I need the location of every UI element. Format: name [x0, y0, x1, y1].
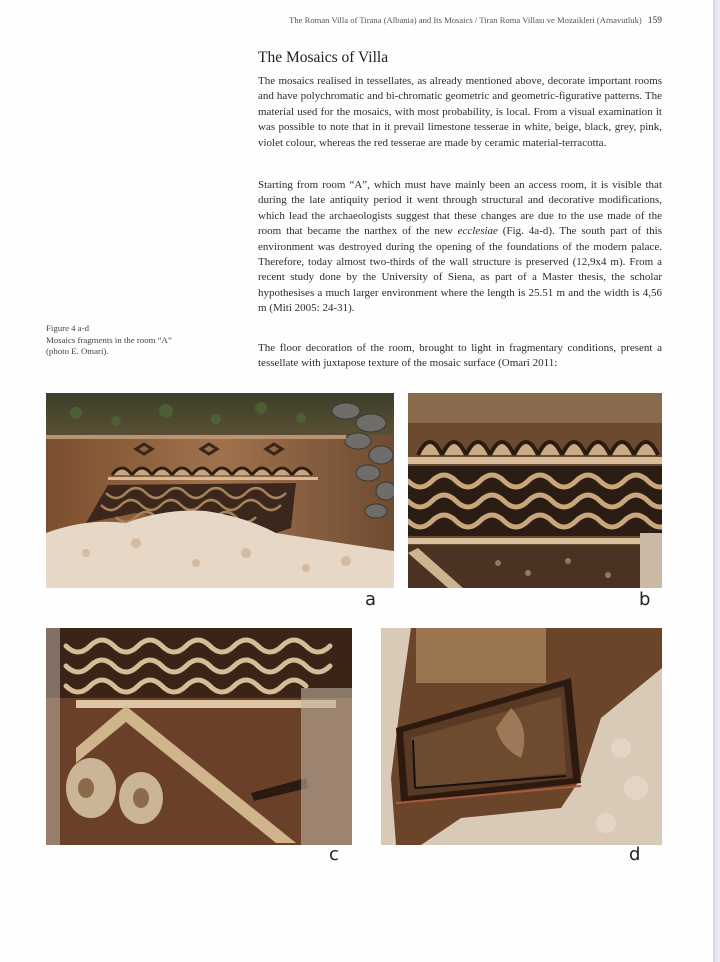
page-edge-shadow — [713, 0, 720, 962]
panel-label-c: c — [329, 844, 339, 865]
page-number: 159 — [647, 16, 662, 26]
mosaic-photo-a — [46, 393, 394, 588]
caption-credit: (photo E. Omari). — [46, 346, 109, 356]
paragraph-materials: The mosaics realised in tessellates, as already mentioned above, decorate important rooms and have polychromatic and bi-chromatic geometric and geometric-figurative patterns. The material used for the mosaics, with most probability, is local. From a visual examination it was possible to note that in it prevail limestone tesserae in white, beige, black, grey, pink, violet colour, whereas the red tesserae are made by ceramic material-terracotta. — [258, 75, 662, 149]
caption-figure-number: Figure 4 a-d — [46, 323, 89, 333]
mosaic-photo-d — [381, 628, 662, 845]
mosaic-photo-c — [46, 628, 352, 845]
paragraph-floor-decoration: The floor decoration of the room, brought to light in fragmentary conditions, present a tessellate with juxtapose texture of the mosaic surface (Omari 2011: — [258, 342, 662, 370]
figure-caption — [46, 323, 172, 358]
paragraph-text: (Fig. 4a-d). The south part of this environment was destroyed during the opening of the foundations of the modern palace. Therefore, today almost two-thirds of the wall structure is preserved (12,9x4 m). From a recent study done by the University of Siena, as part of a Master thesis, the scholar hypothesises a much larger environment where the length is 25.51 m and the width is 4,56 m (Miti 2005: 24-31). — [258, 225, 662, 315]
paragraph-room-a — [258, 178, 662, 317]
running-title: The Roman Villa of Tirana (Albania) and Its Mosaics / Tiran Roma Villası ve Mozaikleri (Arnavutluk) — [289, 15, 642, 25]
panel-label-b: b — [639, 589, 651, 610]
italic-term: ecclesiae — [457, 225, 498, 238]
caption-description: Mosaics fragments in the room “A” — [46, 334, 172, 345]
section-title: The Mosaics of Villa — [258, 49, 389, 66]
panel-label-a: a — [365, 589, 377, 610]
mosaic-photo-b — [408, 393, 662, 588]
paragraph-text: Starting from room “A”, which must have mainly been an access room, it is visible that during the late antiquity period it went through structural and decorative modifications, which lead the archaeologists suggest that these changes are due to the use made of the room that became the narthex of the new — [258, 179, 662, 238]
panel-label-d: d — [629, 844, 641, 865]
running-header — [230, 15, 662, 26]
